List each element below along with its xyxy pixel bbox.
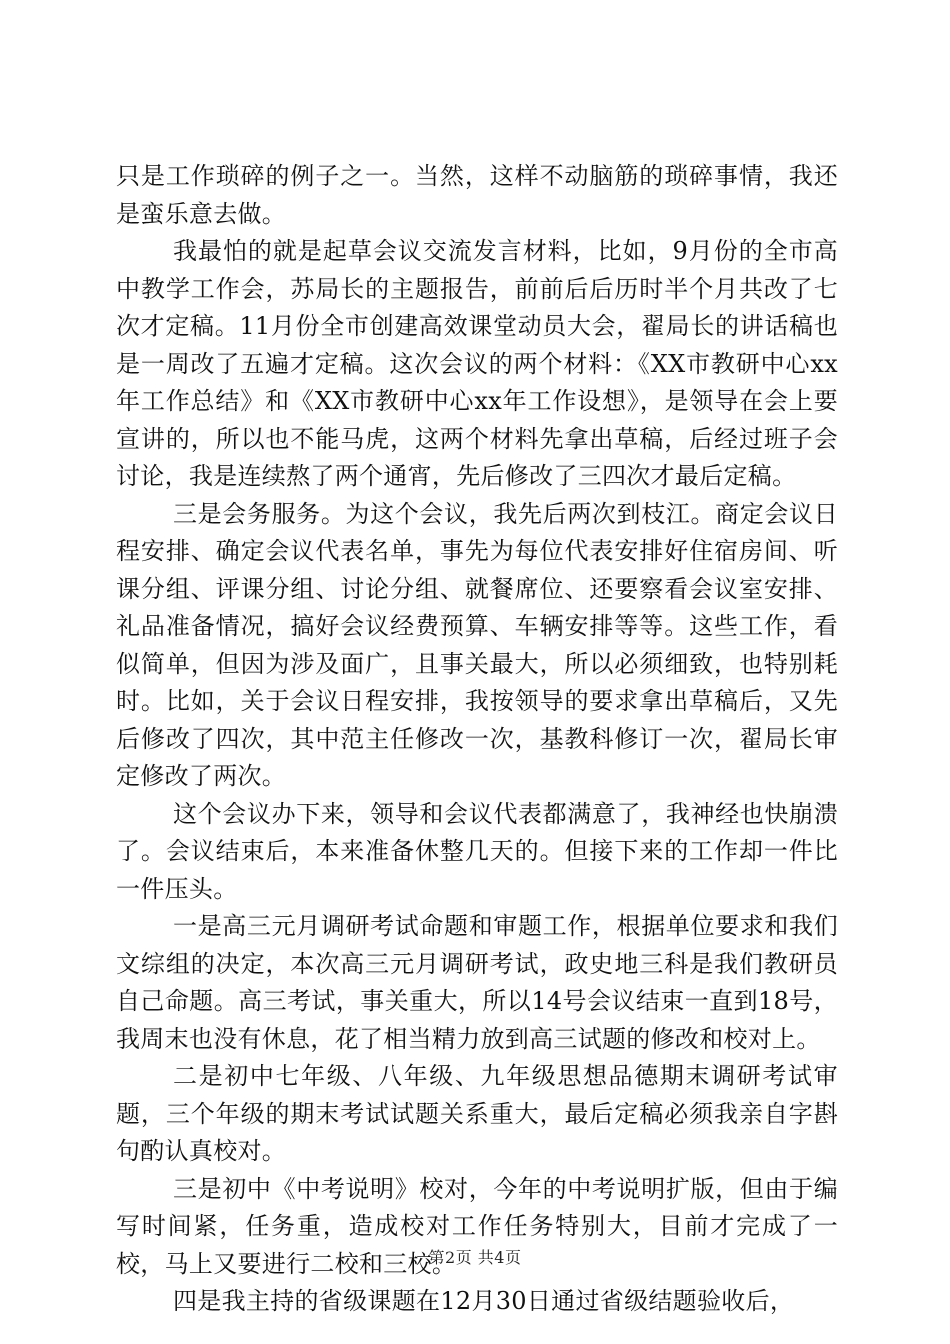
paragraph: 三是初中《中考说明》校对，今年的中考说明扩版，但由于编写时间紧，任务重，造成校对工作任务特别大，目前才完成了一校，马上又要进行二校和三校。 xyxy=(116,1174,838,1278)
paragraph: 这个会议办下来，领导和会议代表都满意了，我神经也快崩溃了。会议结束后，本来准备休整几天的。但接下来的工作却一件比一件压头。 xyxy=(116,799,838,903)
paragraph: 四是我主持的省级课题在12月30日通过省级结题验收后， xyxy=(173,1287,795,1315)
paragraph-continuation: 只是工作琐碎的例子之一。当然，这样不动脑筋的琐碎事情，我还是蛮乐意去做。 xyxy=(116,162,838,228)
paragraph: 三是会务服务。为这个会议，我先后两次到枝江。商定会议日程安排、确定会议代表名单，事先为每位代表安排好住宿房间、听课分组、评课分组、讨论分组、就餐席位、还要察看会议室安排、礼品准备情况，搞好会议经费预算、车辆安排等等。这些工作，看似简单，但因为涉及面广，且事关最大，所以必须细致，也特别耗时。比如，关于会议日程安排，我按领导的要求拿出草稿后，又先后修改了四次，其中范主任修改一次，基教科修订一次，翟局长审定修改了两次。 xyxy=(116,499,838,790)
paragraph: 一是高三元月调研考试命题和审题工作，根据单位要求和我们文综组的决定，本次高三元月调研考试，政史地三科是我们教研员自己命题。高三考试，事关重大，所以14号会议结束一直到18号，我周末也没有休息，花了相当精力放到高三试题的修改和校对上。 xyxy=(116,912,838,1053)
page-number-footer: 第2页 共4页 xyxy=(428,1248,522,1267)
paragraph: 二是初中七年级、八年级、九年级思想品德期末调研考试审题，三个年级的期末考试试题关系重大，最后定稿必须我亲自字斟句酌认真校对。 xyxy=(116,1062,838,1165)
document-body xyxy=(116,158,838,1321)
paragraph: 我最怕的就是起草会议交流发言材料，比如，9月份的全市高中教学工作会，苏局长的主题报告，前前后后历时半个月共改了七次才定稿。11月份全市创建高效课堂动员大会，翟局长的讲话稿也是一周改了五遍才定稿。这次会议的两个材料：《XX市教研中心xx年工作总结》和《XX市教研中心xx年工作设想》，是领导在会上要宣讲的，所以也不能马虎，这两个材料先拿出草稿，后经过班子会讨论，我是连续熬了两个通宵，先后修改了三四次才最后定稿。 xyxy=(116,237,838,490)
